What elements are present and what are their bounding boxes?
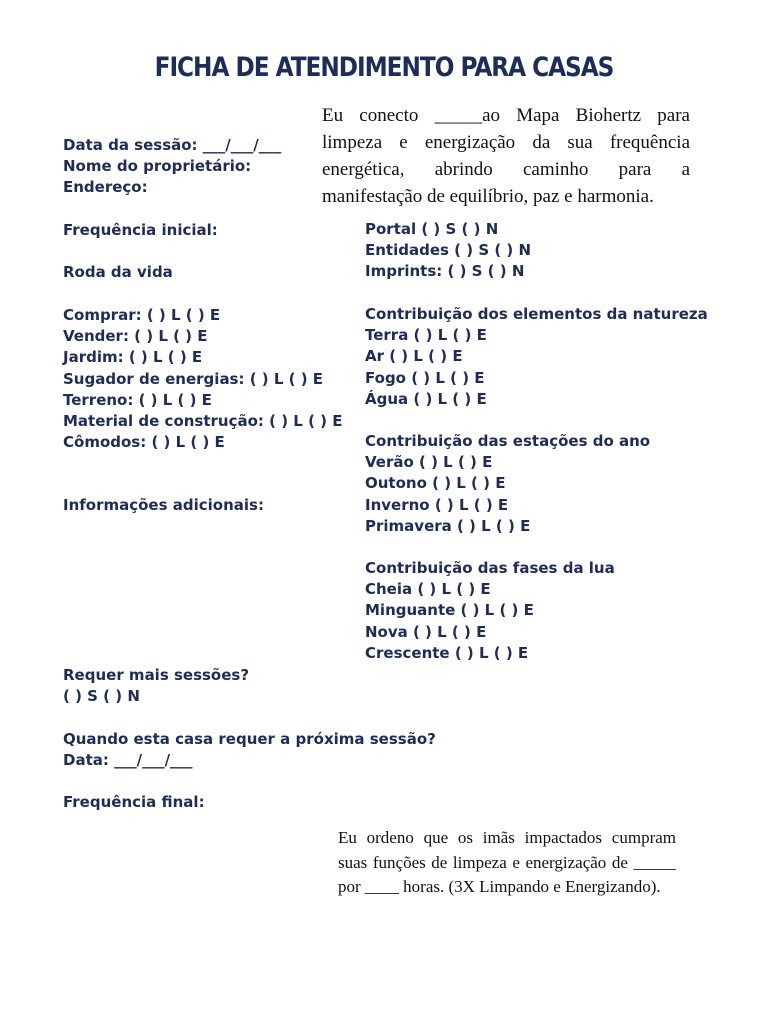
- address-label: Endereço:: [63, 178, 148, 197]
- more-sessions-block: [63, 665, 249, 707]
- page-title: FICHA DE ATENDIMENTO PARA CASAS: [154, 52, 614, 83]
- more-sessions-options: ( ) S ( ) N: [63, 687, 140, 706]
- section-heading: Contribuição das fases da lua: [365, 559, 615, 577]
- owner-name-label: Nome do proprietário:: [63, 157, 252, 176]
- seasons-block: [365, 431, 650, 537]
- intro-paragraph: Eu conecto _____ao Mapa Biohertz para limpeza e energização da sua frequência energética, abrindo caminho para a manifestação de equilíbrio, paz e harmonia.: [322, 105, 690, 207]
- list-item: Outono ( ) L ( ) E: [365, 474, 506, 493]
- moon-phases-block: [365, 558, 615, 664]
- list-item: Terreno: ( ) L ( ) E: [63, 390, 212, 409]
- list-item: Jardim: ( ) L ( ) E: [63, 348, 203, 367]
- next-session-block: [63, 729, 436, 771]
- list-item: Fogo ( ) L ( ) E: [365, 368, 485, 387]
- list-item: Verão ( ) L ( ) E: [365, 453, 493, 472]
- additional-info-label: Informações adicionais:: [63, 496, 264, 514]
- list-item: Cômodos: ( ) L ( ) E: [63, 433, 225, 452]
- list-item: Crescente ( ) L ( ) E: [365, 643, 529, 662]
- list-item: Água ( ) L ( ) E: [365, 389, 487, 408]
- list-item: Primavera ( ) L ( ) E: [365, 516, 531, 535]
- wheel-items-list: [63, 305, 342, 453]
- session-header: [63, 135, 281, 199]
- final-frequency-label: Frequência final:: [63, 793, 205, 811]
- initial-frequency-label: Frequência inicial:: [63, 221, 218, 239]
- section-heading: Contribuição dos elementos da natureza: [365, 305, 708, 323]
- list-item: Nova ( ) L ( ) E: [365, 622, 487, 641]
- section-heading: Contribuição das estações do ano: [365, 432, 651, 450]
- list-item: Inverno ( ) L ( ) E: [365, 495, 509, 514]
- list-item: Imprints: ( ) S ( ) N: [365, 262, 525, 281]
- list-item: Ar ( ) L ( ) E: [365, 347, 463, 366]
- next-session-date: Data: ___/___/___: [63, 751, 193, 770]
- list-item: Minguante ( ) L ( ) E: [365, 601, 534, 620]
- list-item: Comprar: ( ) L ( ) E: [63, 306, 221, 324]
- session-date-label: Data da sessão: ___/___/___: [63, 136, 282, 154]
- next-session-label: Quando esta casa requer a próxima sessão?: [63, 730, 436, 748]
- list-item: Material de construção: ( ) L ( ) E: [63, 412, 343, 431]
- wheel-of-life-label: Roda da vida: [63, 263, 173, 281]
- nature-elements-block: [365, 304, 708, 410]
- list-item: Sugador de energias: ( ) L ( ) E: [63, 369, 324, 388]
- list-item: Vender: ( ) L ( ) E: [63, 327, 208, 346]
- list-item: Entidades ( ) S ( ) N: [365, 241, 532, 260]
- more-sessions-label: Requer mais sessões?: [63, 666, 250, 684]
- list-item: Portal ( ) S ( ) N: [365, 220, 499, 238]
- closing-paragraph: Eu ordeno que os imãs impactados cumpram suas funções de limpeza e energização de _____ por ____ horas. (3X Limpando e Energizando).: [338, 828, 676, 896]
- portal-list: [365, 219, 531, 283]
- list-item: Terra ( ) L ( ) E: [365, 326, 487, 345]
- list-item: Cheia ( ) L ( ) E: [365, 580, 491, 599]
